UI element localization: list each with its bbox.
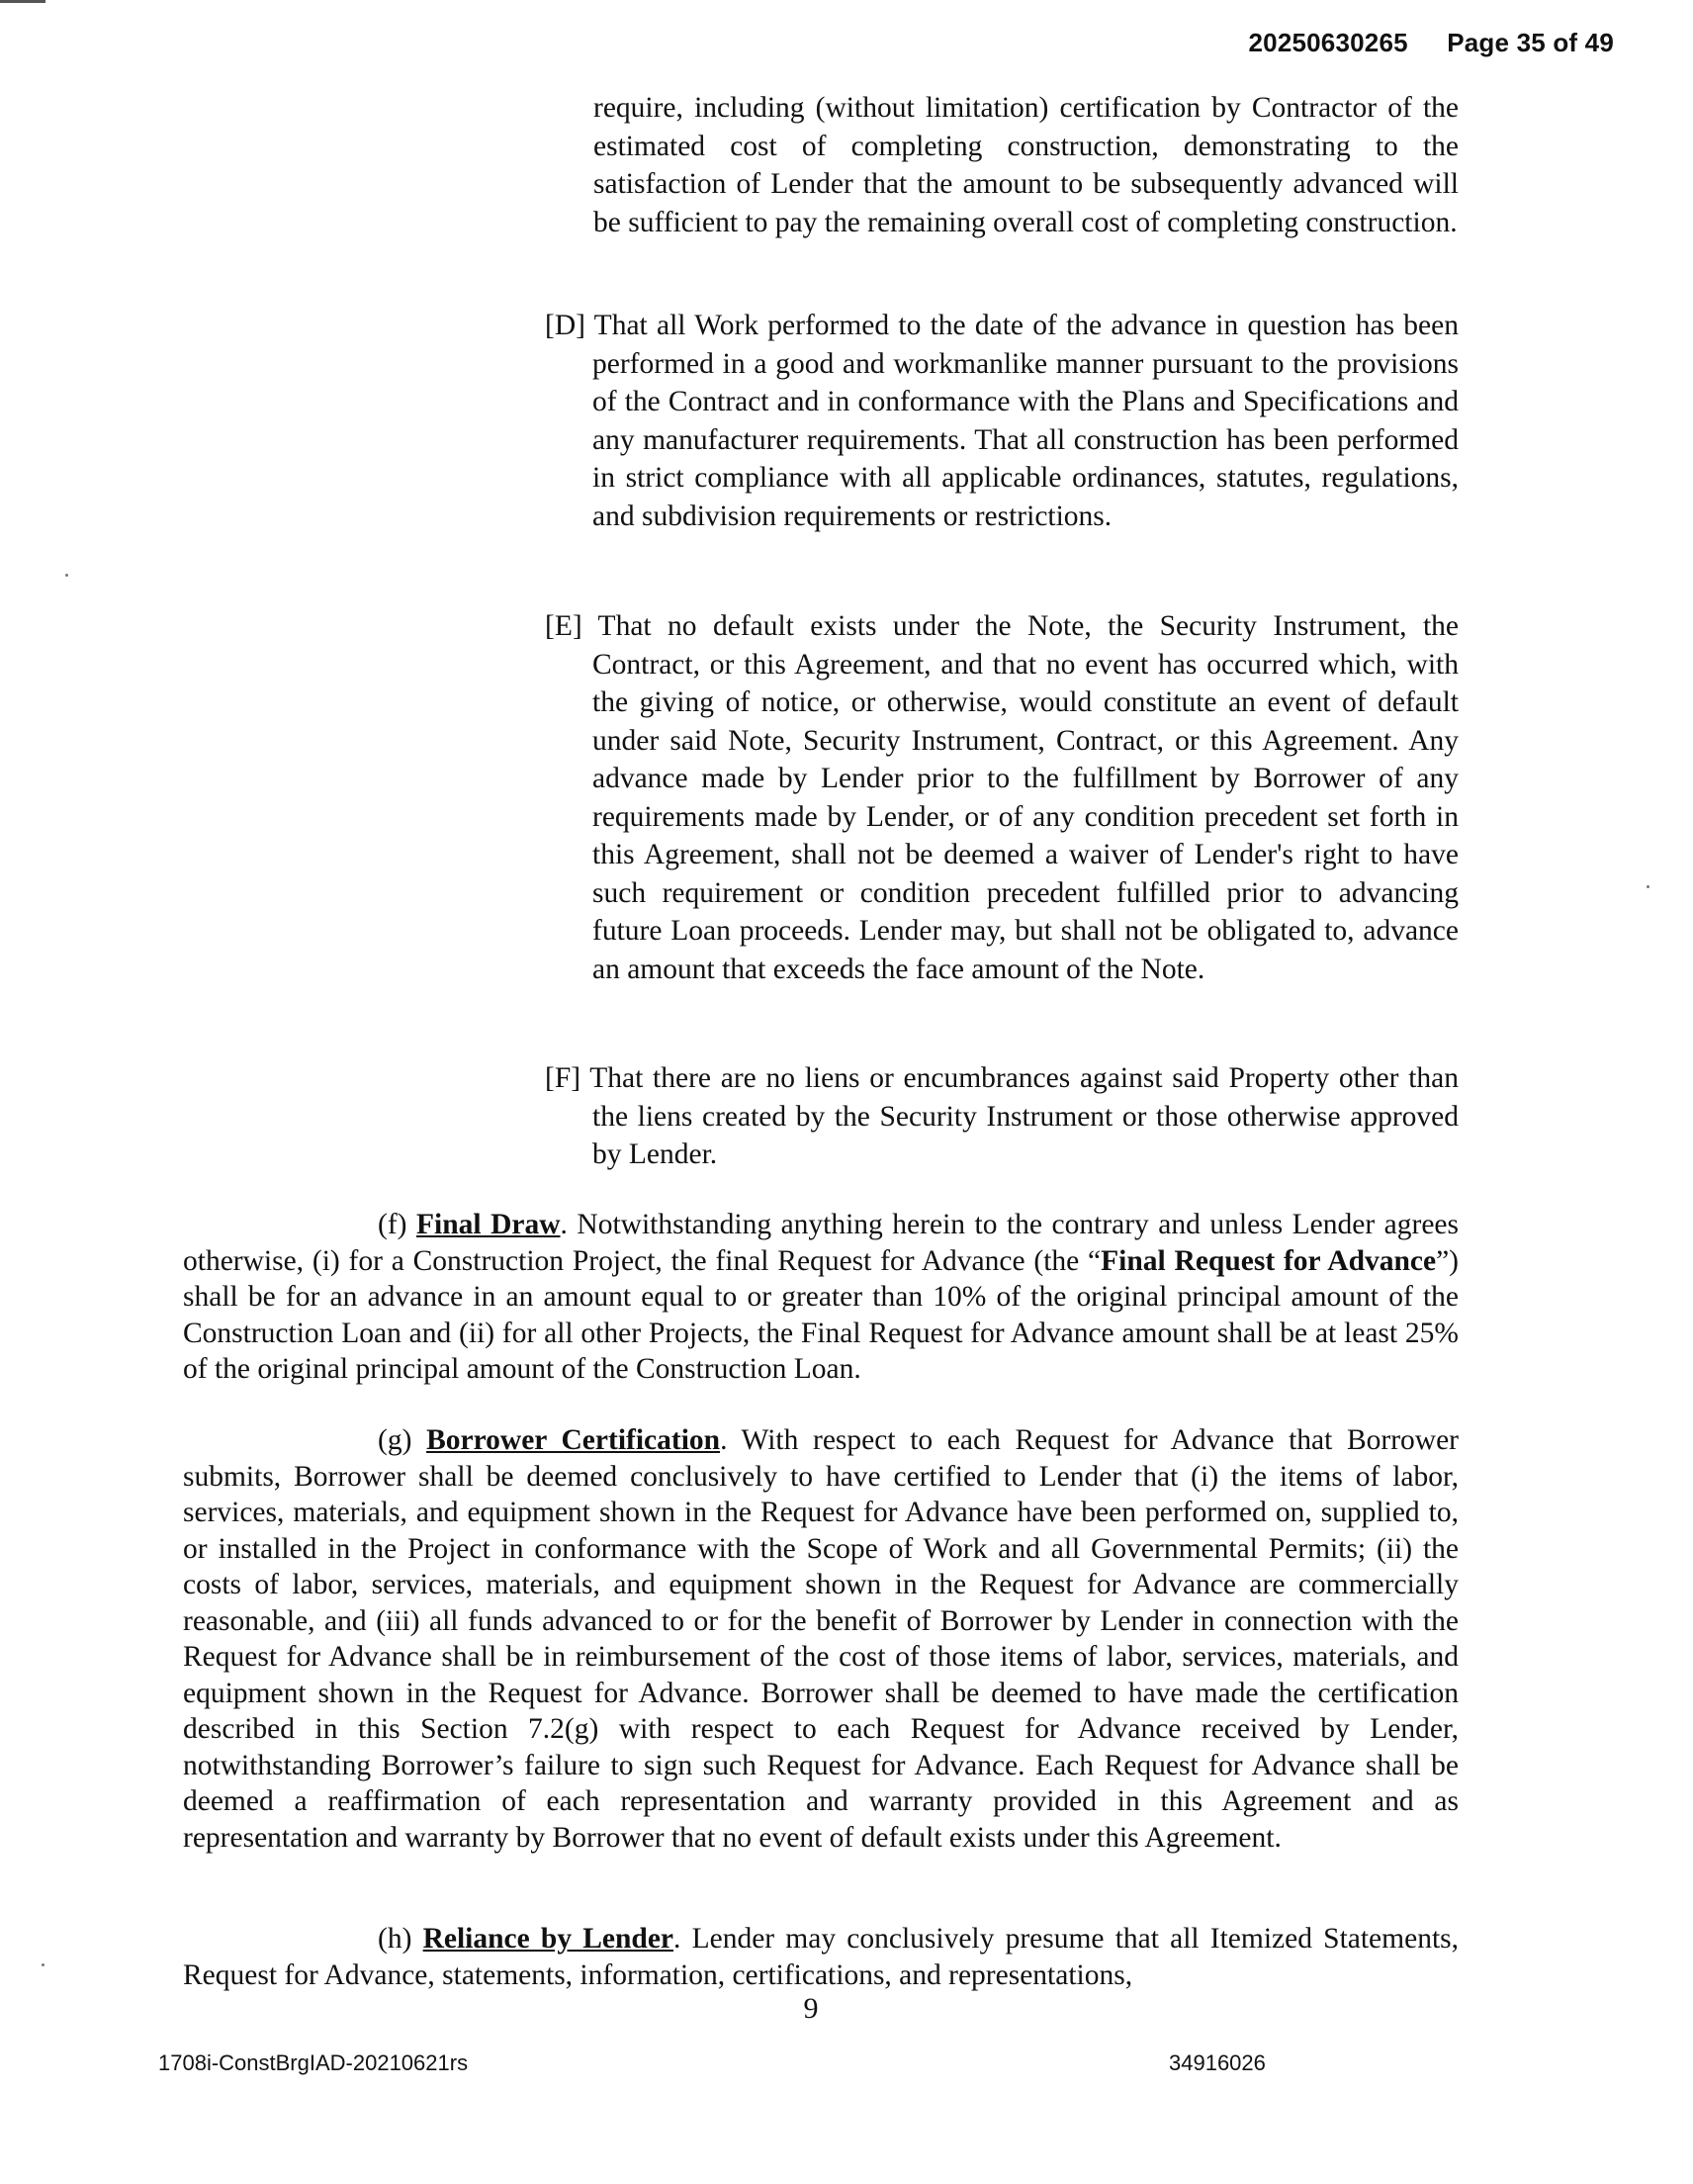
section-final-draw <box>183 1207 1459 1388</box>
list-item-e <box>545 607 1459 988</box>
defined-term: Final Request for Advance <box>1101 1244 1437 1277</box>
section-label: (g) <box>378 1424 412 1456</box>
section-label: (f) <box>378 1209 407 1240</box>
list-item-text: [F] That there are no liens or encumbrances against said Property other than the liens created by the Security Instrument or those otherwise approved by Lender. <box>545 1062 1459 1170</box>
list-item-text: [E] That no default exists under the Note, the Security Instrument, the Contract, or this Agreement, and that no event has occurred which, with the giving of notice, or otherwise, would constitute an event of default under said Note, Security Instrument, Contract, or this Agreement. Any advance made by Lender prior to the fulfillment by Borrower of any requirements made by Lender, or of any condition precedent set forth in this Agreement, shall not be deemed a waiver of Lender's right to have such requirement or condition precedent fulfilled prior to advancing future Loan proceeds. Lender may, but shall not be obligated to, advance an amount that exceeds the face amount of the Note. <box>545 610 1459 985</box>
document-number: 20250630265 <box>1248 28 1408 57</box>
section-text: . Lender may conclusively presume that all Itemized Statements, Request for Advance, statements, information, certifications, and representations, <box>183 1923 1459 1991</box>
list-item-text: [D] That all Work performed to the date of the advance in question has been performed in a good and workmanlike manner pursuant to the provisions of the Contract and in conformance with the Plans and Specifications and any manufacturer requirements. That all construction has been performed in strict compliance with all applicable ordinances, statutes, regulations, and subdivision requirements or restrictions. <box>545 310 1459 532</box>
list-item-d <box>545 307 1459 535</box>
page-counter: Page 35 of 49 <box>1447 28 1614 57</box>
section-borrower-certification <box>183 1422 1459 1856</box>
list-item-f <box>545 1059 1459 1174</box>
section-reliance-by-lender <box>183 1921 1459 1993</box>
footer-form-id: 1708i-ConstBrgIAD-20210621rs <box>158 2050 469 2075</box>
section-heading: Borrower Certification <box>426 1424 721 1456</box>
section-heading: Reliance by Lender <box>422 1923 674 1955</box>
section-text: . With respect to each Request for Advance that Borrower submits, Borrower shall be deemed conclusively to have certified to Lender that (i) the items of labor, services, materials, and equipment shown in the Request for Advance have been performed on, supplied to, or installed in the Project in conformance with the Scope of Work and all Governmental Permits; (ii) the costs of labor, services, materials, and equipment shown in the Request for Advance are commercially reasonable, and (iii) all funds advanced to or for the benefit of Borrower by Lender in connection with the Request for Advance shall be in reimbursement of the cost of those items of labor, services, materials, and equipment shown in the Request for Advance. Borrower shall be deemed to have made the certification described in this Section 7.2(g) with respect to each Request for Advance received by Lender, notwithstanding Borrower’s failure to sign such Request for Advance. Each Request for Advance shall be deemed a reaffirmation of each representation and warranty provided in this Agreement and as representation and warranty by Borrower that no event of default exists under this Agreement. <box>183 1424 1460 1854</box>
section-label: (h) <box>378 1923 412 1955</box>
section-text: ”) shall be for an advance in an amount equal to or greater than 10% of the original principal amount of the Construction Loan and (ii) for all other Projects, the Final Request for Advance amount shall be at least 25% of the original principal amount of the Construction Loan. <box>183 1244 1459 1385</box>
scan-artifact-mark <box>0 0 45 3</box>
page-header <box>1249 28 1615 58</box>
section-heading: Final Draw <box>416 1209 561 1240</box>
footer-doc-id: 34916026 <box>1169 2050 1266 2075</box>
page-number: 9 <box>803 1992 819 2025</box>
scan-artifact-dot <box>1647 885 1649 888</box>
scan-artifact-dot <box>65 574 68 577</box>
scan-artifact-dot <box>42 1963 45 1966</box>
section-text: . Notwithstanding anything herein to the contrary and unless Lender agrees otherwise, (i) for a Construction Project, the final Request for Advance (the “ <box>183 1209 1459 1277</box>
continued-item-text: require, including (without limitation) certification by Contractor of the estimated cost of completing construction, demonstrating to the satisfaction of Lender that the amount to be subsequently advanced will be sufficient to pay the remaining overall cost of completing construction. <box>593 92 1459 238</box>
